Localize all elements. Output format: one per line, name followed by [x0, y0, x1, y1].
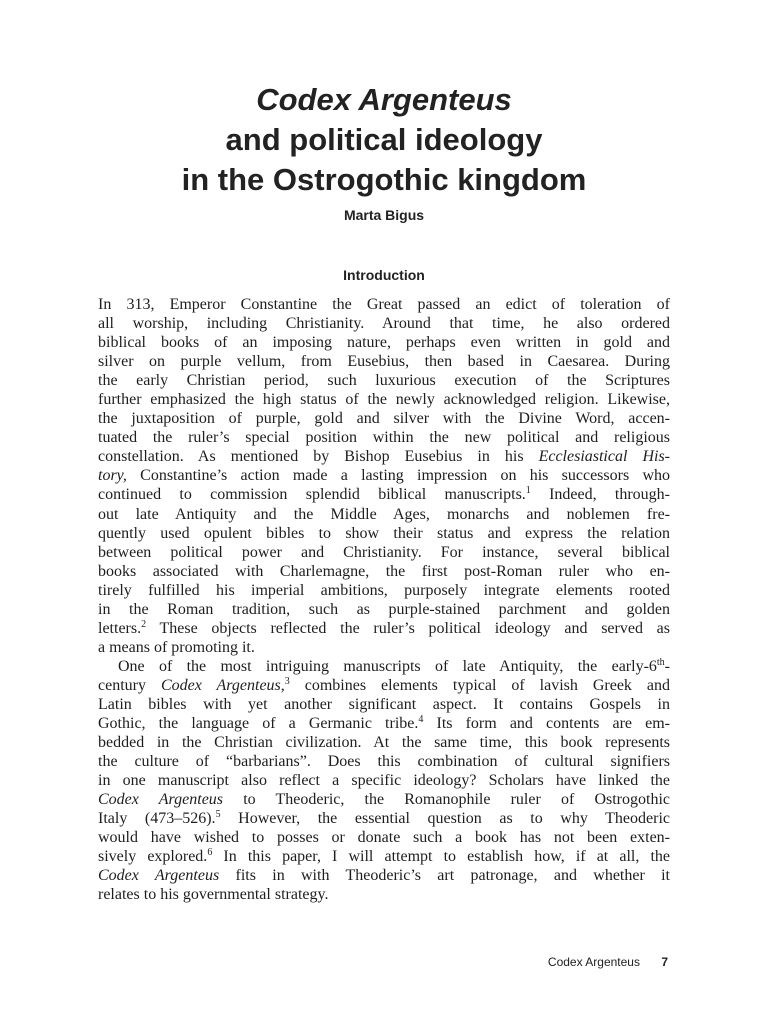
text-segment: to Theoderic, the Romanophile ruler of Ostrogothic: [223, 791, 670, 809]
text-line: [98, 428, 670, 447]
text-segment: in one manuscript also reflect a specific ideology? Scholars have linked the: [98, 772, 670, 790]
text-segment: century: [98, 676, 161, 694]
text-line: [98, 657, 670, 676]
text-segment: Gothic, the language of a Germanic tribe.: [98, 715, 419, 733]
article-title: [0, 80, 768, 200]
text-segment: In this paper, I will attempt to establish how, if at all, the: [212, 848, 670, 866]
text-segment: would have wished to posses or donate such a book has not been exten-: [98, 829, 670, 847]
text-segment: out late Antiquity and the Middle Ages, monarchs and noblemen fre-: [98, 505, 670, 523]
text-segment: biblical books of an imposing nature, perhaps even written in gold and: [98, 334, 670, 352]
text-line: [98, 771, 670, 790]
text-line: [98, 505, 670, 524]
text-line: [98, 885, 670, 904]
text-segment: the culture of “barbarians”. Does this combination of cultural signifiers: [98, 753, 670, 771]
author-name: Marta Bigus: [343, 207, 425, 223]
text-segment: silver on purple vellum, from Eusebius, then based in Caesarea. During: [98, 353, 670, 371]
footnote-marker: 5: [215, 809, 221, 821]
text-line: [98, 295, 670, 314]
footnote-marker: 3: [284, 675, 290, 687]
text-segment: constellation. As mentioned by Bishop Eusebius in his: [98, 448, 539, 466]
text-line: [98, 562, 670, 581]
footnote-marker: 1: [525, 485, 531, 497]
section-heading: Introduction: [343, 267, 425, 283]
text-line: [98, 314, 670, 333]
text-segment: between political power and Christianity. For instance, several biblical: [98, 543, 670, 561]
text-line: [98, 466, 670, 485]
text-segment: tuated the ruler’s special position within the new political and religious: [98, 429, 670, 447]
footnote-marker: 2: [141, 618, 147, 630]
footnote-marker: 6: [207, 847, 213, 859]
text-segment: tirely fulfilled his imperial ambitions, purposely integrate elements rooted: [98, 581, 670, 599]
running-title: Codex Argenteus: [547, 955, 640, 969]
text-line: [98, 676, 670, 695]
text-segment: further emphasized the high status of the newly acknowledged religion. Likewise,: [98, 391, 670, 409]
text-segment: Italy (473–526).: [98, 810, 216, 828]
text-segment: Indeed, through-: [530, 486, 670, 504]
text-line: [98, 485, 670, 504]
text-segment: In 313, Emperor Constantine the Great passed an edict of toleration of: [98, 296, 670, 313]
text-line: [98, 714, 670, 733]
title-line-1: Codex Argenteus: [256, 82, 512, 117]
text-line: [98, 695, 670, 714]
text-line: [98, 581, 670, 600]
title-line-3: in the Ostrogothic kingdom: [181, 162, 587, 197]
text-line: [98, 866, 670, 885]
italic-text: Codex Argenteus: [98, 867, 220, 885]
text-segment: combines elements typical of lavish Greek and: [289, 676, 671, 694]
italic-text: Codex Argenteus: [98, 791, 224, 809]
text-line: [98, 828, 670, 847]
text-segment: However, the essential question as to why Theoderic: [220, 810, 670, 828]
text-segment: Its form and contents are em-: [423, 715, 671, 733]
text-segment: fits in with Theoderic’s art patronage, and whether it: [219, 867, 671, 885]
text-segment: -: [664, 657, 670, 675]
page-footer: [548, 955, 668, 969]
text-segment: a means of promoting it.: [98, 638, 255, 656]
text-line: [98, 809, 670, 828]
text-segment: the early Christian period, such luxurious execution of the Scriptures: [98, 372, 670, 390]
text-line: [98, 543, 670, 562]
italic-text: tory,: [98, 467, 127, 485]
text-segment: books associated with Charlemagne, the first post-Roman ruler who en-: [98, 562, 670, 580]
text-segment: quently used opulent bibles to show their status and express the relation: [98, 524, 670, 542]
text-line: [98, 600, 670, 619]
footnote-marker: 4: [418, 714, 424, 726]
title-line-2: and political ideology: [225, 122, 543, 157]
text-line: [98, 733, 670, 752]
text-line: [98, 638, 670, 657]
footnote-marker: th: [656, 656, 665, 668]
text-segment: in the Roman tradition, such as purple-stained parchment and golden: [98, 600, 670, 618]
text-segment: Latin bibles with yet another significant aspect. It contains Gospels in: [98, 695, 670, 713]
text-line: [98, 352, 670, 371]
text-line: [98, 524, 670, 543]
page-number: 7: [661, 955, 668, 969]
text-segment: continued to commission splendid biblical manuscripts.: [98, 486, 526, 504]
text-line: [98, 390, 670, 409]
text-segment: the juxtaposition of purple, gold and silver with the Divine Word, accen-: [98, 410, 670, 428]
text-line: [98, 447, 670, 466]
text-line: [98, 752, 670, 771]
text-segment: Constantine’s action made a lasting impression on his successors who: [126, 467, 670, 485]
text-segment: These objects reflected the ruler’s political ideology and served as: [146, 619, 670, 637]
text-line: [98, 409, 670, 428]
body-text: [98, 295, 670, 905]
paragraph: [98, 657, 670, 905]
text-line: [98, 619, 670, 638]
text-segment: letters.: [98, 619, 142, 637]
text-line: [98, 333, 670, 352]
text-segment: bedded in the Christian civilization. At the same time, this book represents: [98, 734, 670, 752]
paragraph: [98, 295, 670, 657]
text-segment: sively explored.: [98, 848, 208, 866]
text-line: [98, 371, 670, 390]
text-segment: One of the most intriguing manuscripts of late Antiquity, the early-6: [118, 657, 657, 675]
italic-text: Codex Argenteus: [160, 676, 281, 694]
italic-text: Ecclesiastical His-: [538, 448, 670, 466]
text-line: [98, 847, 670, 866]
text-segment: all worship, including Christianity. Around that time, he also ordered: [98, 315, 670, 333]
text-line: [98, 790, 670, 809]
text-segment: ,: [280, 676, 285, 694]
text-segment: relates to his governmental strategy.: [98, 886, 329, 904]
